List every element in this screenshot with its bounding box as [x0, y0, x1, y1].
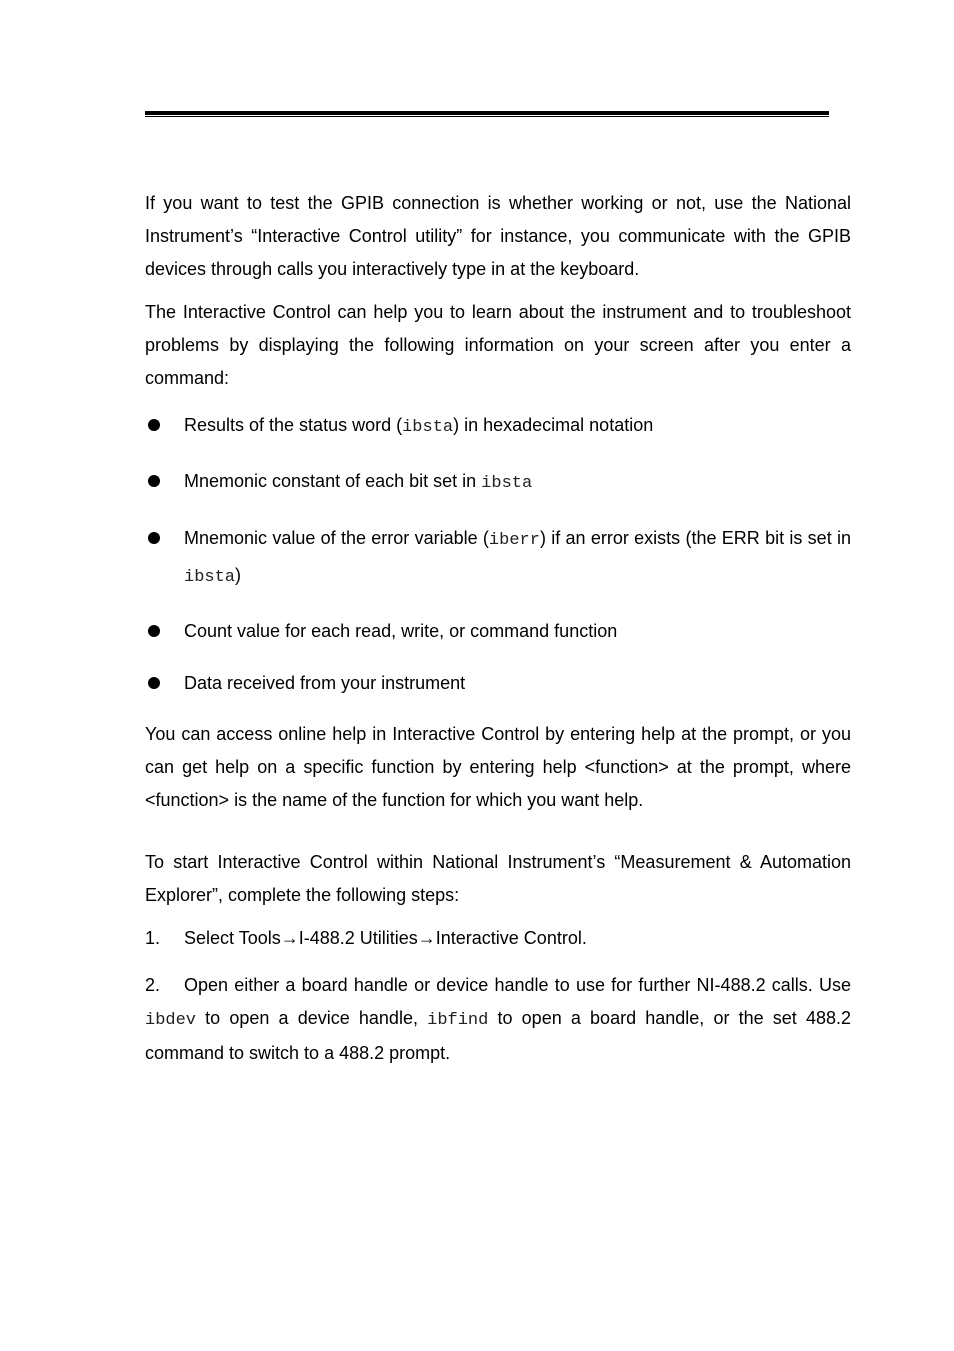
step-2: 2. Open either a board handle or device handle to use for further NI-488.2 calls. Use ibdev to open a device handle, ibfind to open a board handle, or the set 488.2 command to switch to a 488.2 prompt. [145, 969, 851, 1070]
code-ibfind: ibfind [427, 1011, 489, 1030]
list-item: Mnemonic constant of each bit set in ibsta [145, 464, 851, 501]
list-item: Results of the status word (ibsta) in hexadecimal notation [145, 408, 851, 445]
code-ibdev: ibdev [145, 1011, 197, 1030]
start-paragraph: To start Interactive Control within National Instrument’s “Measurement & Automation Explorer”, complete the following steps: [145, 852, 851, 905]
step-1: 1. Select Tools→I-488.2 Utilities→Interactive Control. [145, 922, 851, 955]
intro-paragraph: If you want to test the GPIB connection is whether working or not, use the National Instrument’s “Interactive Control utility” for instance, you communicate with the GPIB devices through calls you interactively type in at the keyboard. [145, 193, 851, 279]
info-list [145, 408, 851, 700]
list-item: Count value for each read, write, or command function [145, 614, 851, 648]
code-ibsta: ibsta [402, 418, 454, 437]
bullet-icon [148, 677, 160, 689]
help-paragraph: You can access online help in Interactive Control by entering help at the prompt, or you can get help on a specific function by entering help <function> at the prompt, where <function> is the name of the function for which you want help. [145, 724, 851, 810]
code-iberr: iberr [488, 531, 540, 550]
step-number: 2. [145, 975, 161, 995]
code-ibsta: ibsta [184, 568, 236, 587]
list-item: Mnemonic value of the error variable (iberr) if an error exists (the ERR bit is set in ibsta) [145, 521, 851, 595]
bullet-icon [148, 475, 160, 487]
list-item: Data received from your instrument [145, 666, 851, 700]
interactive-control-paragraph: The Interactive Control can help you to learn about the instrument and to troubleshoot problems by displaying the following information on your screen after you enter a command: [145, 302, 851, 388]
header-rule-thin [145, 116, 829, 117]
code-ibsta: ibsta [481, 474, 533, 493]
header-rule [145, 111, 829, 115]
step-number: 1. [145, 928, 161, 948]
page-content [145, 186, 851, 1070]
bullet-icon [148, 532, 160, 544]
bullet-icon [148, 625, 160, 637]
bullet-icon [148, 419, 160, 431]
